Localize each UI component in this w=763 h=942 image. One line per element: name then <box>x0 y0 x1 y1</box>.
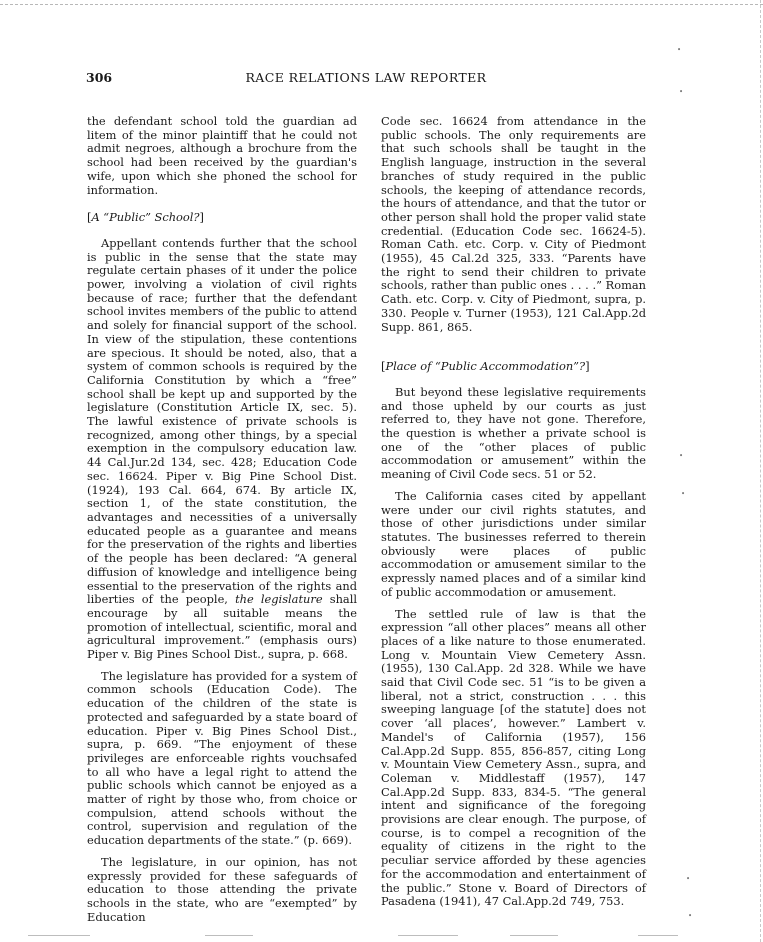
left-paragraph-2: Appellant contends further that the school is public in the sense that the state may regulate certain phases of it under the police power, involving a violation of civil rights because of race; further that the defendant school invites members of the public to attend and solely for financial support of the school. In view of the stipulation, these contentions are specious. It should be noted, also, that a system of common schools is required by the California Constitution by which a “free” school shall be kept up and supported by the legislature (Constitution Article IX, sec. 5). The lawful existence of private schools is recognized, among other things, by a special exemption in the compulsory education law. 44 Cal.Jur.2d 134, sec. 428; Education Code sec. 16624. Piper v. Big Pine School Dist. (1924), 193 Cal. 664, 674. By article IX, section 1, of the state constitution, the advantages and necessities of a universally educated people as a guarantee and means for the preservation of the rights and liberties of the people has been declared: “A general diffusion of knowledge and intelligence being essential to the preservation of the rights and liberties of the people, the legislature shall encourage by all suitable means the promotion of intellectual, scientific, moral and agricultural improvement.” (emphasis ours) Piper v. Big Pines School Dist., supra, p. 668. <box>87 235 357 662</box>
top-dashed-border <box>0 4 763 5</box>
right-dashed-border <box>760 0 761 942</box>
section-heading-public-school: [A “Public” School?] <box>87 210 204 225</box>
right-paragraph-3: The California cases cited by appellant were under our civil rights statutes, and those of other jurisdictions under similar statutes. The businesses referred to therein obviously were places of public accommodation or amusement similar to the expressly named places and of a similar kind of public accommodation or amusement. <box>381 488 646 599</box>
page-header <box>86 70 646 88</box>
left-paragraph-4: The legislature, in our opinion, has not expressly provided for these safeguards of education to those attending the private schools in the state, who are “exempted” by Education <box>87 854 357 924</box>
scan-edge-line <box>398 935 458 936</box>
page-number: 306 <box>86 70 113 85</box>
scan-speck: • <box>679 452 684 460</box>
scan-speck: • <box>688 912 693 920</box>
left-paragraph-3: The legislature has provided for a system of common schools (Education Code). The education of the children of the state is protected and safeguarded by a state board of education. Piper v. Big Pines School Dist., supra, p. 669. “The enjoyment of these privileges are enforceable rights vouchsafed to all who have a legal right to attend the public schools which cannot be enjoyed as a matter of right by those who, from choice or compulsion, attend schools without the control, supervision and regulation of the education departments of the state.” (p. 669). <box>87 668 357 848</box>
left-column <box>87 115 357 924</box>
running-head: RACE RELATIONS LAW REPORTER <box>245 70 487 85</box>
scan-edge-line <box>510 935 558 936</box>
scan-speck: • <box>686 875 691 883</box>
scan-edge-line <box>205 935 253 936</box>
scan-speck: • <box>677 46 682 54</box>
scan-speck: • <box>679 88 684 96</box>
left-paragraph-1: the defendant school told the guardian ad litem of the minor plaintiff that he could not admit negroes, although a brochure from the school had been received by the guardian's wife, upon which she phoned the school for information. <box>87 114 357 197</box>
scan-edge-line <box>638 935 678 936</box>
scan-speck: • <box>681 490 686 498</box>
right-paragraph-4: The settled rule of law is that the expression “all other places” means all other places of a like nature to those enumerated. Long v. Mountain View Cemetery Assn. (1955), 130 Cal.App. 2d 328. While we have said that Civil Code sec. 51 “is to be given a liberal, not a strict, construction . . . this sweeping language [of the statute] does not cover ‘all places’, however.” Lambert v. Mandel's of California (1957), 156 Cal.App.2d Supp. 855, 856-857, citing Long v. Mountain View Cemetery Assn., supra, and Coleman v. Middlestaff (1957), 147 Cal.App.2d Supp. 833, 834-5. “The general intent and significance of the foregoing provisions are clear enough. The purpose, of course, is to compel a recognition of the equality of citizens in the right to the peculiar service afforded by these agencies for the accommodation and entertainment of the public.” Stone v. Board of Directors of Pasadena (1941), 47 Cal.App.2d 749, 753. <box>381 606 646 909</box>
right-paragraph-1: Code sec. 16624 from attendance in the public schools. The only requirements are that such schools shall be taught in the English language, instruction in the several branches of study required in the public schools, the keeping of attendance records, the hours of attendance, and that the tutor or other person shall hold the proper valid state credential. (Education Code sec. 16624-5). Roman Cath. etc. Corp. v. City of Piedmont (1955), 45 Cal.2d 325, 333. “Parents have the right to send their children to private schools, rather than public ones . . . .” Roman Cath. etc. Corp. v. City of Piedmont, supra, p. 330. People v. Turner (1953), 121 Cal.App.2d Supp. 861, 865. <box>381 114 646 334</box>
section-heading-public-accommodation: [Place of “Public Accommodation”?] <box>381 359 590 374</box>
right-paragraph-2: But beyond these legislative requirements and those upheld by our courts as just referred to, they have not gone. Therefore, the question is whether a private school is one of the “other places of public accommodation or amusement” within the meaning of Civil Code secs. 51 or 52. <box>381 384 646 482</box>
right-column <box>381 115 646 909</box>
scan-edge-line <box>28 935 90 936</box>
